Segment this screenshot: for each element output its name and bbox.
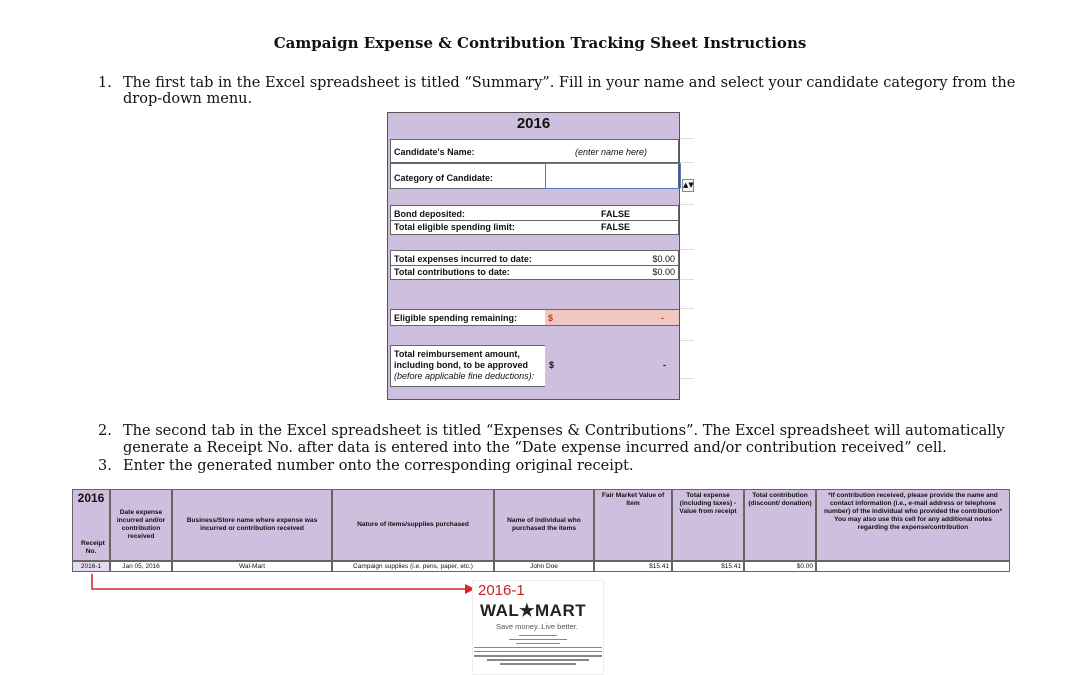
table-row-cell[interactable]: Wal-Mart xyxy=(172,561,332,572)
summary-year: 2016 xyxy=(516,115,551,132)
totals-row: Total expenses incurred to date: $0.00 Total contributions to date: $0.00 xyxy=(390,250,679,280)
receipt-no-header: 2016 Receipt No. xyxy=(72,489,110,561)
column-header: Business/Store name where expense was incurred or contribution received xyxy=(172,489,332,561)
category-select[interactable] xyxy=(545,163,681,189)
reimbursement-row: Total reimbursement amount, including bond, to be approved (before applicable fine deductions): $ - xyxy=(390,345,679,387)
receipt-body xyxy=(474,632,602,675)
bond-row: Bond deposited: FALSE Total eligible spending limit: FALSE xyxy=(390,205,679,235)
table-row-cell[interactable]: Campaign supplies (i.e. pens, paper, etc.) xyxy=(332,561,494,572)
category-row: Category of Candidate: xyxy=(390,163,679,189)
column-header: Nature of items/supplies purchased xyxy=(332,489,494,561)
summary-table xyxy=(387,112,680,400)
dropdown-arrow-icon[interactable]: ▲▼ xyxy=(682,179,694,192)
table-row-cell[interactable]: Jan 05, 2016 xyxy=(110,561,172,572)
column-header: Total contribution (discount/ donation) xyxy=(744,489,816,561)
page-title: Campaign Expense & Contribution Tracking Sheet Instructions xyxy=(273,34,807,52)
table-row-cell[interactable]: John Doe xyxy=(494,561,594,572)
table-row-cell[interactable]: 2016-1 xyxy=(72,561,110,572)
column-header: Fair Market Value of Item xyxy=(594,489,672,561)
receipt-tagline: Save money. Live better. xyxy=(496,622,578,631)
name-input[interactable]: (enter name here) xyxy=(575,147,648,157)
table-row-cell[interactable] xyxy=(816,561,1010,572)
remaining-row: Eligible spending remaining: $ - xyxy=(390,309,679,326)
table-row-cell[interactable]: $15.41 xyxy=(594,561,672,572)
table-row-cell[interactable]: $0.00 xyxy=(744,561,816,572)
name-row: Candidate's Name: (enter name here) xyxy=(390,139,679,163)
table-row-cell[interactable]: $15.41 xyxy=(672,561,744,572)
column-header: *If contribution received, please provide the name and contact information (i.e., e-mail address or telephone number) of the individual who provided the contribution* You may also use this cell for any additional notes regarding the expense/contribution xyxy=(816,489,1010,561)
column-header: Date expense incurred and/or contribution received xyxy=(110,489,172,561)
receipt-number: 2016-1 xyxy=(478,582,525,599)
walmart-logo: WAL★MART xyxy=(480,601,587,620)
column-header: Total expense (including taxes) - Value from receipt xyxy=(672,489,744,561)
column-header: Name of individual who purchased the items xyxy=(494,489,594,561)
